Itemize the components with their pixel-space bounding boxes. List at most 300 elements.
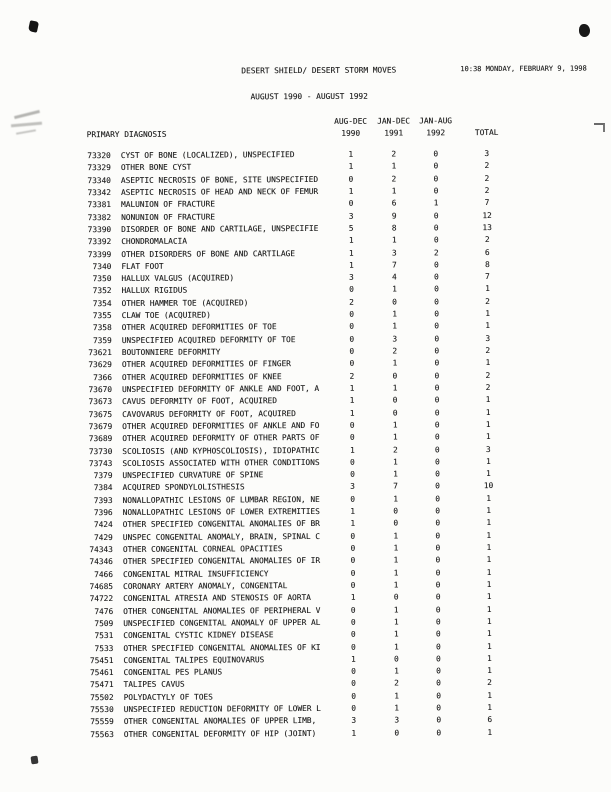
count-1992: 0 bbox=[435, 555, 441, 565]
count-1992: 0 bbox=[434, 395, 440, 405]
count-1992: 0 bbox=[434, 432, 440, 442]
column-header-year-1990: 1990 bbox=[341, 128, 361, 138]
diagnosis-label: CONGENITAL ATRESIA AND STENOSIS OF AORTA bbox=[123, 593, 311, 604]
count-1990: 0 bbox=[351, 679, 356, 689]
diagnosis-table bbox=[0, 147, 611, 741]
count-total: 1 bbox=[486, 530, 492, 540]
count-1990: 0 bbox=[350, 469, 355, 479]
diagnosis-code: 73382 bbox=[87, 212, 112, 222]
report-subtitle: AUGUST 1990 - AUGUST 1992 bbox=[250, 91, 368, 102]
count-1991: 0 bbox=[393, 506, 398, 516]
count-total: 6 bbox=[484, 247, 490, 257]
count-1992: 0 bbox=[434, 420, 440, 430]
diagnosis-label: OTHER HAMMER TOE (ACQUIRED) bbox=[121, 298, 249, 308]
diagnosis-label: OTHER SPECIFIED CONGENITAL ANOMALIES OF BR bbox=[122, 519, 320, 530]
count-1992: 0 bbox=[435, 641, 441, 651]
count-1992: 0 bbox=[433, 235, 439, 245]
diagnosis-label: OTHER ACQUIRED DEFORMITIES OF KNEE bbox=[121, 371, 282, 382]
count-1990: 1 bbox=[348, 235, 354, 245]
diagnosis-label: OTHER CONGENITAL ANOMALIES OF UPPER LIMB, bbox=[123, 716, 317, 727]
count-1990: 0 bbox=[349, 432, 355, 442]
diagnosis-code: 7384 bbox=[93, 483, 113, 493]
diagnosis-label: SCOLIOSIS (AND KYPHOSCOLIOSIS), IDIOPATHIC bbox=[122, 445, 320, 456]
diagnosis-code: 7340 bbox=[92, 261, 112, 271]
count-1992: 0 bbox=[434, 358, 440, 368]
diagnosis-code: 7424 bbox=[93, 520, 113, 530]
count-1990: 0 bbox=[349, 420, 355, 430]
count-total: 1 bbox=[485, 358, 491, 368]
count-1991: 0 bbox=[392, 297, 397, 307]
diagnosis-code: 74685 bbox=[89, 581, 114, 592]
diagnosis-label: TALIPES CAVUS bbox=[123, 680, 185, 690]
count-1992: 0 bbox=[434, 309, 439, 319]
diagnosis-label: CORONARY ARTERY ANOMALY, CONGENITAL bbox=[122, 581, 288, 591]
count-total: 1 bbox=[486, 469, 491, 479]
diagnosis-label: HALLUX RIGIDUS bbox=[121, 286, 188, 296]
count-1991: 2 bbox=[392, 445, 398, 455]
count-total: 3 bbox=[485, 444, 491, 454]
diagnosis-code: 75502 bbox=[90, 692, 114, 702]
count-1991: 1 bbox=[393, 555, 399, 565]
column-header-period-1: AUG-DEC bbox=[334, 116, 368, 126]
count-1991: 1 bbox=[392, 420, 398, 430]
diagnosis-label: CONGENITAL PES PLANUS bbox=[123, 667, 223, 678]
diagnosis-label: CHONDROMALACIA bbox=[121, 236, 187, 247]
diagnosis-label: DISORDER OF BONE AND CARTILAGE, UNSPECIFIE bbox=[121, 223, 319, 234]
diagnosis-label: OTHER ACQUIRED DEFORMITIES OF FINGER bbox=[121, 359, 291, 370]
diagnosis-label: UNSPECIFIED CURVATURE OF SPINE bbox=[122, 470, 264, 481]
count-total: 1 bbox=[485, 419, 491, 429]
diagnosis-label: OTHER DISORDERS OF BONE AND CARTILAGE bbox=[121, 248, 295, 259]
count-1990: 0 bbox=[349, 309, 354, 319]
count-total: 3 bbox=[484, 149, 490, 159]
count-1991: 1 bbox=[393, 543, 399, 553]
count-1990: 0 bbox=[350, 494, 355, 504]
count-total: 1 bbox=[485, 309, 490, 319]
count-1990: 1 bbox=[348, 260, 354, 270]
diagnosis-label: CONGENITAL TALIPES EQUINOVARUS bbox=[123, 655, 265, 665]
count-1991: 1 bbox=[393, 580, 399, 590]
count-1992: 0 bbox=[433, 161, 439, 171]
diagnosis-label: BOUTONNIERE DEFORMITY bbox=[121, 347, 221, 357]
diagnosis-label: CLAW TOE (ACQUIRED) bbox=[121, 310, 211, 321]
count-1992: 0 bbox=[434, 321, 440, 331]
count-1992: 0 bbox=[436, 691, 441, 701]
count-total: 6 bbox=[487, 715, 493, 725]
count-1992: 0 bbox=[435, 654, 441, 664]
count-total: 1 bbox=[486, 629, 492, 639]
column-header-period-2: JAN-DEC bbox=[377, 116, 411, 126]
count-1992: 0 bbox=[433, 210, 439, 220]
count-1991: 2 bbox=[392, 346, 398, 356]
diagnosis-code: 7352 bbox=[92, 286, 112, 296]
count-1992: 0 bbox=[435, 629, 441, 639]
diagnosis-code: 7396 bbox=[93, 508, 113, 518]
count-1992: 0 bbox=[434, 370, 440, 380]
count-1991: 1 bbox=[393, 642, 399, 652]
count-1992: 0 bbox=[433, 223, 439, 233]
count-1990: 0 bbox=[348, 198, 354, 209]
count-total: 7 bbox=[484, 272, 490, 282]
count-1990: 0 bbox=[350, 617, 356, 627]
count-1991: 1 bbox=[391, 161, 397, 171]
column-header-year-1992: 1992 bbox=[426, 128, 446, 138]
count-total: 2 bbox=[485, 346, 491, 356]
count-1992: 0 bbox=[435, 543, 441, 553]
diagnosis-label: UNSPEC CONGENITAL ANOMALY, BRAIN, SPINAL C bbox=[122, 531, 320, 542]
count-1992: 0 bbox=[434, 457, 440, 467]
diagnosis-label: ASEPTIC NECROSIS OF BONE, SITE UNSPECIFIED bbox=[120, 174, 319, 185]
count-1992: 0 bbox=[434, 346, 440, 356]
count-1990: 0 bbox=[349, 334, 355, 344]
count-1990: 0 bbox=[350, 531, 356, 541]
diagnosis-label: OTHER ACQUIRED DEFORMITIES OF ANKLE AND FO bbox=[122, 420, 320, 431]
diagnosis-label: CAVUS DEFORMITY OF FOOT, ACQUIRED bbox=[122, 396, 277, 407]
count-total: 1 bbox=[486, 592, 492, 602]
count-total: 2 bbox=[485, 382, 491, 392]
count-1991: 7 bbox=[391, 260, 397, 270]
diagnosis-code: 73629 bbox=[88, 360, 112, 370]
diagnosis-code: 7429 bbox=[93, 532, 113, 542]
count-1991: 1 bbox=[392, 284, 397, 294]
count-1990: 0 bbox=[350, 568, 356, 578]
count-1992: 0 bbox=[433, 173, 439, 183]
diagnosis-code: 73673 bbox=[88, 397, 113, 407]
count-1990: 0 bbox=[349, 346, 355, 356]
count-total: 2 bbox=[484, 161, 490, 171]
count-1991: 3 bbox=[392, 334, 398, 344]
diagnosis-label: OTHER ACQUIRED DEFORMITY OF OTHER PARTS OF bbox=[122, 433, 320, 444]
diagnosis-label: OTHER CONGENITAL DEFORMITY OF HIP (JOINT) bbox=[123, 728, 317, 739]
count-1992: 0 bbox=[434, 444, 440, 454]
count-total: 13 bbox=[482, 222, 492, 232]
count-1990: 1 bbox=[351, 728, 357, 738]
count-1992: 0 bbox=[435, 604, 441, 614]
count-1992: 0 bbox=[433, 272, 439, 282]
diagnosis-code: 73320 bbox=[87, 151, 111, 161]
diagnosis-label: POLYDACTYLY OF TOES bbox=[123, 692, 213, 702]
count-total: 1 bbox=[487, 690, 492, 700]
count-1991: 1 bbox=[391, 186, 397, 196]
count-1990: 1 bbox=[350, 654, 356, 664]
column-header-period-3: JAN-AUG bbox=[419, 116, 453, 126]
diagnosis-code: 7354 bbox=[92, 298, 112, 308]
count-1990: 1 bbox=[349, 445, 355, 455]
count-total: 1 bbox=[486, 543, 492, 553]
count-total: 2 bbox=[484, 185, 490, 195]
table-row bbox=[2, 726, 611, 742]
count-1991: 0 bbox=[392, 408, 398, 418]
count-1992: 0 bbox=[436, 666, 441, 676]
diagnosis-label: NONALLOPATHIC LESIONS OF LOWER EXTREMITIES bbox=[122, 506, 320, 518]
count-1991: 1 bbox=[393, 605, 399, 615]
count-1991: 1 bbox=[392, 457, 398, 467]
count-total: 1 bbox=[486, 493, 491, 503]
count-1990: 2 bbox=[349, 297, 354, 307]
diagnosis-code: 7531 bbox=[94, 631, 114, 641]
diagnosis-code: 73675 bbox=[88, 409, 113, 419]
count-1992: 0 bbox=[436, 727, 442, 738]
count-1992: 0 bbox=[436, 678, 441, 688]
count-1992: 0 bbox=[434, 333, 440, 344]
count-1990: 0 bbox=[350, 605, 356, 615]
count-total: 1 bbox=[486, 653, 492, 663]
count-1990: 1 bbox=[349, 395, 355, 406]
count-1990: 1 bbox=[350, 519, 356, 529]
count-1991: 1 bbox=[393, 568, 399, 578]
diagnosis-code: 75451 bbox=[89, 655, 114, 665]
diagnosis-label: UNSPECIFIED CONGENITAL ANOMALY OF UPPER AL bbox=[123, 617, 321, 628]
count-total: 1 bbox=[486, 555, 492, 565]
count-1990: 0 bbox=[349, 457, 355, 467]
count-1990: 3 bbox=[350, 482, 355, 492]
count-1990: 2 bbox=[349, 371, 355, 381]
count-1992: 0 bbox=[435, 481, 440, 491]
count-1992: 0 bbox=[435, 592, 441, 602]
count-1990: 0 bbox=[348, 174, 354, 184]
count-1990: 1 bbox=[348, 149, 354, 159]
count-1992: 0 bbox=[435, 530, 441, 541]
diagnosis-label: HALLUX VALGUS (ACQUIRED) bbox=[121, 273, 235, 284]
count-1991: 0 bbox=[393, 518, 399, 528]
count-total: 1 bbox=[486, 616, 492, 626]
count-1990: 0 bbox=[351, 691, 356, 701]
count-total: 1 bbox=[485, 456, 491, 466]
diagnosis-code: 73340 bbox=[87, 175, 111, 185]
diagnosis-code: 73381 bbox=[87, 200, 112, 210]
diagnosis-code: 7393 bbox=[93, 495, 113, 505]
count-1991: 1 bbox=[394, 691, 399, 701]
diagnosis-code: 73621 bbox=[88, 348, 112, 358]
count-total: 1 bbox=[486, 641, 492, 651]
count-total: 2 bbox=[484, 173, 490, 183]
count-1991: 6 bbox=[391, 198, 397, 208]
diagnosis-code: 7359 bbox=[92, 335, 112, 345]
column-header-year-1991: 1991 bbox=[384, 128, 404, 138]
count-1992: 0 bbox=[435, 617, 441, 627]
count-1991: 2 bbox=[394, 678, 399, 688]
count-1992: 0 bbox=[434, 383, 440, 393]
diagnosis-code: 75461 bbox=[89, 668, 114, 678]
count-1990: 1 bbox=[349, 408, 355, 418]
count-1990: 0 bbox=[350, 642, 356, 652]
diagnosis-code: 7350 bbox=[92, 274, 112, 284]
count-total: 1 bbox=[485, 321, 491, 331]
diagnosis-code: 73743 bbox=[88, 458, 113, 468]
count-total: 1 bbox=[487, 727, 493, 737]
count-1991: 0 bbox=[392, 371, 398, 381]
diagnosis-code: 75471 bbox=[90, 680, 114, 690]
diagnosis-label: UNSPECIFIED DEFORMITY OF ANKLE AND FOOT, A bbox=[121, 383, 320, 394]
count-1991: 0 bbox=[393, 592, 399, 602]
count-total: 3 bbox=[485, 333, 491, 343]
count-1990: 0 bbox=[349, 285, 354, 295]
count-total: 10 bbox=[483, 481, 494, 491]
count-1991: 8 bbox=[391, 223, 397, 233]
diagnosis-label: NONALLOPATHIC LESIONS OF LUMBAR REGION, NE bbox=[122, 494, 320, 505]
count-1992: 0 bbox=[433, 260, 439, 270]
diagnosis-label: SCOLIOSIS ASSOCIATED WITH OTHER CONDITIONS bbox=[122, 457, 320, 468]
diagnosis-label: ASEPTIC NECROSIS OF HEAD AND NECK OF FEMUR bbox=[120, 186, 319, 197]
diagnosis-code: 74343 bbox=[89, 545, 113, 555]
diagnosis-code: 75559 bbox=[90, 717, 114, 727]
count-total: 1 bbox=[486, 604, 492, 614]
count-1990: 1 bbox=[350, 506, 355, 516]
count-1992: 2 bbox=[433, 247, 439, 257]
count-1991: 1 bbox=[392, 309, 397, 319]
count-1992: 0 bbox=[435, 469, 440, 479]
diagnosis-code: 7355 bbox=[92, 311, 112, 321]
count-1991: 1 bbox=[394, 703, 400, 713]
diagnosis-code: 73399 bbox=[87, 249, 112, 259]
count-1991: 1 bbox=[393, 494, 398, 504]
count-1990: 0 bbox=[350, 543, 356, 553]
diagnosis-label: OTHER CONGENITAL CORNEAL OPACITIES bbox=[122, 544, 283, 554]
diagnosis-label: OTHER CONGENITAL ANOMALIES OF PERIPHERAL V bbox=[123, 605, 321, 616]
count-1990: 0 bbox=[351, 666, 356, 676]
diagnosis-code: 75563 bbox=[90, 729, 114, 739]
count-1992: 0 bbox=[435, 567, 441, 577]
diagnosis-label: UNSPECIFIED ACQUIRED DEFORMITY OF TOE bbox=[121, 334, 296, 345]
diagnosis-code: 7509 bbox=[94, 618, 114, 628]
diagnosis-label: CYST OF BONE (LOCALIZED), UNSPECIFIED bbox=[120, 150, 295, 160]
count-1991: 1 bbox=[393, 531, 399, 541]
count-1991: 1 bbox=[393, 617, 399, 627]
count-total: 1 bbox=[486, 518, 492, 528]
count-1992: 0 bbox=[436, 703, 442, 713]
diagnosis-code: 74346 bbox=[89, 557, 113, 567]
count-1992: 0 bbox=[434, 297, 439, 307]
count-total: 2 bbox=[485, 296, 490, 306]
count-total: 1 bbox=[486, 579, 492, 589]
diagnosis-code: 73342 bbox=[87, 187, 111, 198]
count-1991: 1 bbox=[392, 383, 398, 393]
column-header-total: TOTAL bbox=[474, 127, 499, 138]
diagnosis-label: FLAT FOOT bbox=[121, 261, 164, 271]
count-1990: 0 bbox=[349, 359, 355, 369]
count-1991: 4 bbox=[391, 272, 397, 282]
count-total: 2 bbox=[487, 678, 492, 688]
diagnosis-code: 7533 bbox=[94, 643, 114, 653]
diagnosis-code: 7379 bbox=[93, 471, 113, 481]
count-1991: 1 bbox=[393, 629, 399, 639]
count-1991: 0 bbox=[394, 728, 400, 738]
diagnosis-label: OTHER SPECIFIED CONGENITAL ANOMALIES OF KI bbox=[123, 642, 321, 653]
diagnosis-code: 7366 bbox=[93, 372, 112, 382]
diagnosis-code: 73679 bbox=[88, 421, 113, 432]
count-total: 1 bbox=[486, 567, 492, 577]
diagnosis-code: 7466 bbox=[94, 569, 113, 579]
count-1990: 0 bbox=[350, 556, 356, 566]
count-1991: 0 bbox=[392, 395, 398, 405]
count-1990: 1 bbox=[348, 186, 354, 196]
count-1992: 0 bbox=[433, 186, 439, 196]
diagnosis-label: UNSPECIFIED REDUCTION DEFORMITY OF LOWER L bbox=[123, 703, 321, 715]
diagnosis-code: 73670 bbox=[88, 384, 112, 395]
count-1992: 0 bbox=[436, 715, 442, 725]
count-total: 1 bbox=[485, 284, 490, 294]
count-1990: 0 bbox=[350, 580, 356, 590]
count-1990: 0 bbox=[350, 629, 356, 639]
count-1992: 0 bbox=[434, 407, 440, 417]
diagnosis-label: CONGENITAL MITRAL INSUFFICIENCY bbox=[122, 568, 269, 579]
count-1992: 0 bbox=[435, 518, 441, 528]
diagnosis-label: OTHER BONE CYST bbox=[120, 162, 192, 173]
count-1991: 9 bbox=[391, 211, 397, 221]
diagnosis-code: 73329 bbox=[87, 163, 111, 173]
count-1992: 0 bbox=[435, 506, 440, 516]
diagnosis-label: MALUNION OF FRACTURE bbox=[120, 199, 215, 210]
count-total: 2 bbox=[484, 235, 490, 245]
count-1992: 1 bbox=[433, 198, 439, 208]
column-header-primary-diagnosis: PRIMARY DIAGNOSIS bbox=[86, 129, 167, 140]
count-total: 1 bbox=[485, 395, 491, 405]
count-total: 2 bbox=[485, 370, 491, 380]
diagnosis-code: 73730 bbox=[88, 446, 113, 456]
diagnosis-code: 7476 bbox=[94, 606, 114, 616]
count-1991: 0 bbox=[393, 654, 399, 664]
count-1990: 0 bbox=[349, 322, 355, 332]
count-1992: 0 bbox=[435, 580, 441, 590]
count-1991: 2 bbox=[391, 174, 397, 184]
diagnosis-label: OTHER SPECIFIED CONGENITAL ANOMALIES OF IR bbox=[122, 556, 321, 567]
count-1991: 1 bbox=[392, 358, 398, 368]
count-1992: 0 bbox=[435, 494, 440, 504]
diagnosis-code: 74722 bbox=[89, 594, 114, 604]
count-1990: 3 bbox=[348, 272, 354, 282]
count-total: 1 bbox=[487, 666, 492, 676]
count-1991: 3 bbox=[391, 248, 397, 258]
diagnosis-label: NONUNION OF FRACTURE bbox=[121, 212, 215, 222]
count-total: 7 bbox=[484, 198, 490, 208]
count-1990: 5 bbox=[348, 223, 354, 233]
count-1990: 3 bbox=[348, 211, 354, 221]
diagnosis-label: CONGENITAL CYSTIC KIDNEY DISEASE bbox=[123, 630, 274, 641]
count-total: 8 bbox=[484, 259, 490, 269]
count-1991: 3 bbox=[394, 715, 400, 725]
count-1990: 1 bbox=[348, 162, 354, 172]
count-total: 1 bbox=[487, 703, 493, 713]
count-1992: 0 bbox=[434, 284, 439, 294]
count-total: 1 bbox=[485, 407, 491, 417]
diagnosis-code: 7358 bbox=[92, 323, 112, 333]
diagnosis-label: OTHER ACQUIRED DEFORMITIES OF TOE bbox=[121, 322, 277, 333]
count-1991: 2 bbox=[391, 149, 397, 159]
count-total: 1 bbox=[485, 432, 491, 442]
report-timestamp: 10:38 MONDAY, FEBRUARY 9, 1998 bbox=[460, 64, 587, 74]
diagnosis-label: ACQUIRED SPONDYLOLISTHESIS bbox=[122, 482, 245, 493]
count-1991: 7 bbox=[393, 481, 398, 491]
count-1990: 3 bbox=[351, 716, 357, 726]
diagnosis-code: 73390 bbox=[87, 224, 112, 235]
count-1991: 1 bbox=[393, 469, 398, 479]
count-1991: 1 bbox=[392, 321, 398, 331]
diagnosis-code: 73689 bbox=[88, 434, 113, 444]
diagnosis-code: 73392 bbox=[87, 237, 112, 247]
count-1991: 1 bbox=[392, 432, 398, 442]
count-1991: 1 bbox=[394, 666, 399, 676]
count-total: 1 bbox=[486, 506, 491, 516]
count-1990: 1 bbox=[349, 383, 355, 393]
report-title: DESERT SHIELD/ DESERT STORM MOVES bbox=[241, 65, 397, 76]
diagnosis-code: 75530 bbox=[90, 705, 114, 715]
diagnosis-label: CAVOVARUS DEFORMITY OF FOOT, ACQUIRED bbox=[122, 408, 296, 419]
count-1991: 1 bbox=[391, 235, 397, 245]
count-1990: 1 bbox=[348, 248, 354, 258]
count-1990: 1 bbox=[350, 592, 356, 603]
count-1990: 0 bbox=[351, 703, 357, 713]
count-total: 12 bbox=[482, 210, 492, 220]
